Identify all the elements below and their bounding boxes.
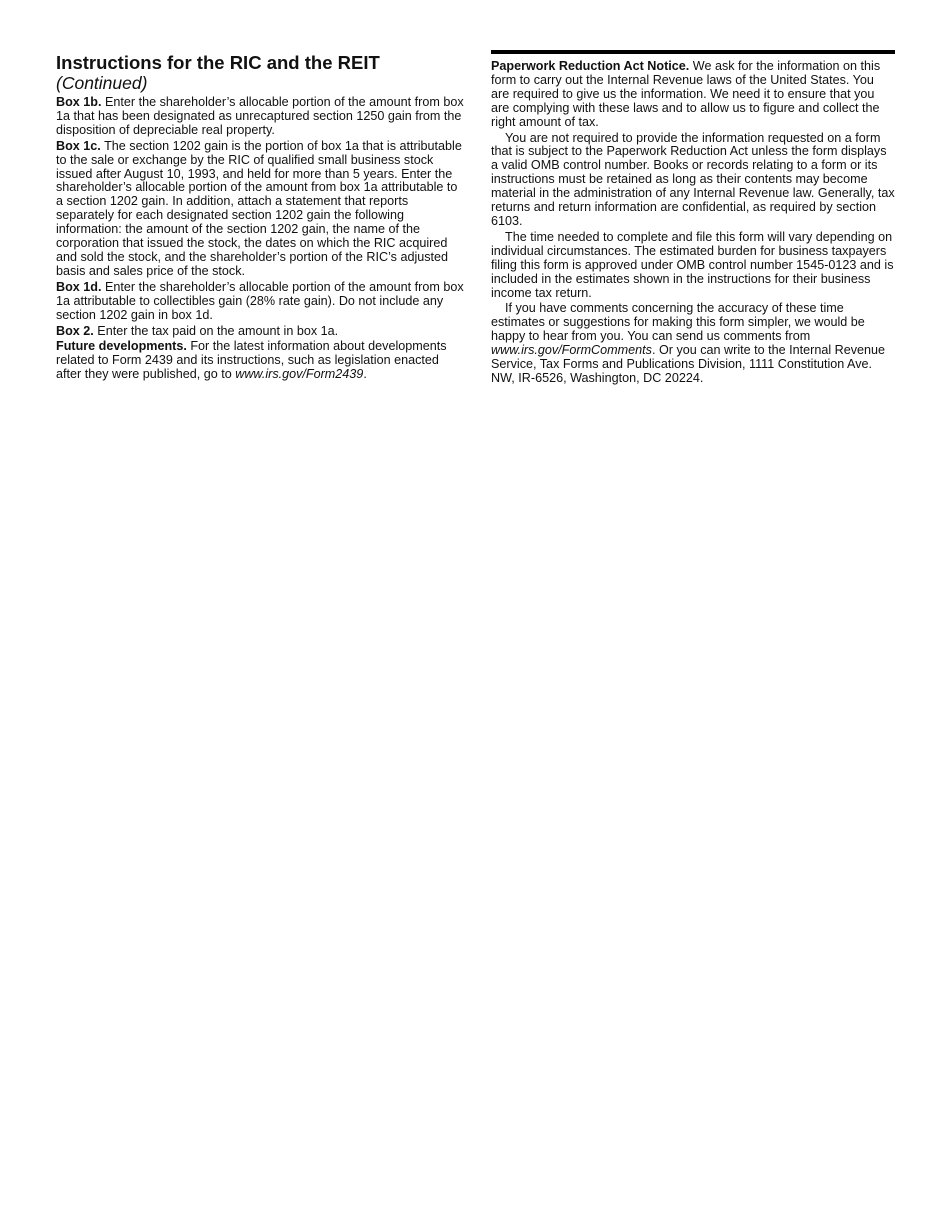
future-developments-end: . [363,367,367,382]
box-2-heading: Box 2. [56,323,94,338]
form2439-link[interactable]: www.irs.gov/Form2439 [235,367,364,382]
box-2-text: Enter the tax paid on the amount in box 1a. [93,323,339,338]
comments-text: If you have comments concerning the accuracy of these time estimates or suggestions for making this form simpler, we would be happy to hear from you. You can send us comments from [491,301,865,344]
paperwork-notice-text: We ask for the information on this form to carry out the Internal Revenue laws of the United States. You are required to give us the information. We need it to ensure that you are complying with these laws and to allow us to figure and collect the right amount of tax. [491,59,881,129]
section-title: Instructions for the RIC and the REIT [56,52,380,73]
form-comments-link[interactable]: www.irs.gov/FormComments [491,343,652,358]
right-column [491,50,895,386]
box-1d-text: Enter the shareholder’s allocable portion of the amount from box 1a attributable to collectibles gain (28% rate gain). Do not include any section 1202 gain in box 1d. [56,279,464,322]
top-rule-divider [491,50,895,54]
comments-end: . Or you can write to the Internal Revenue Service, Tax Forms and Publications Division, 1111 Constitution Ave. NW, IR-6526, Washington, DC 20224. [491,343,886,385]
box-1c-text: The section 1202 gain is the portion of box 1a that is attributable to the sale or exchange by the RIC of qualified small business stock issued after August 10, 1993, and held for more than 5 years. Enter the shareholder’s allocable portion of the amount from box 1a attributable to a section 1202 gain. In addition, attach a statement that reports separately for each designated section 1202 gain the following information: the amount of the section 1202 gain, the name of the corporation that issued the stock, the dates on which the RIC acquired and sold the stock, and the shareholder’s portion of the RIC’s adjusted basis and sales price of the stock. [56,138,462,278]
box-2-paragraph [56,325,464,339]
future-developments-heading: Future developments. [56,339,187,354]
box-1b-text: Enter the shareholder’s allocable portion of the amount from box 1a that has been designated as unrecaptured section 1250 gain from the disposition of depreciable real property. [56,95,464,137]
paperwork-notice-heading: Paperwork Reduction Act Notice. [491,59,690,73]
box-1d-heading: Box 1d. [56,279,102,294]
box-1d-paragraph [56,281,464,323]
paperwork-notice-paragraph [491,60,895,130]
section-subtitle: (Continued) [56,73,148,93]
future-developments-text: For the latest information about developments related to Form 2439 and its instructions, such as legislation enacted after they were published, go to [56,339,447,382]
comments-paragraph [491,302,895,385]
omb-paragraph: You are not required to provide the information requested on a form that is subject to the Paperwork Reduction Act unless the form displays a valid OMB control number. Books or records relating to a form or its instructions must be retained as long as their contents may become material in the administration of any Internal Revenue law. Generally, tax returns and return information are confidential, as required by section 6103. [491,130,895,228]
future-developments-paragraph [56,340,464,382]
box-1c-paragraph [56,140,464,279]
box-1c-heading: Box 1c. [56,138,101,153]
left-column [56,50,464,384]
box-1b-heading: Box 1b. [56,95,102,109]
box-1b-paragraph [56,96,464,138]
time-estimate-paragraph: The time needed to complete and file this form will vary depending on individual circumstances. The estimated burden for business taxpayers filing this form is approved under OMB control number 1545-0123 and is included in the estimates shown in the instructions for their business income tax return. [491,229,894,300]
